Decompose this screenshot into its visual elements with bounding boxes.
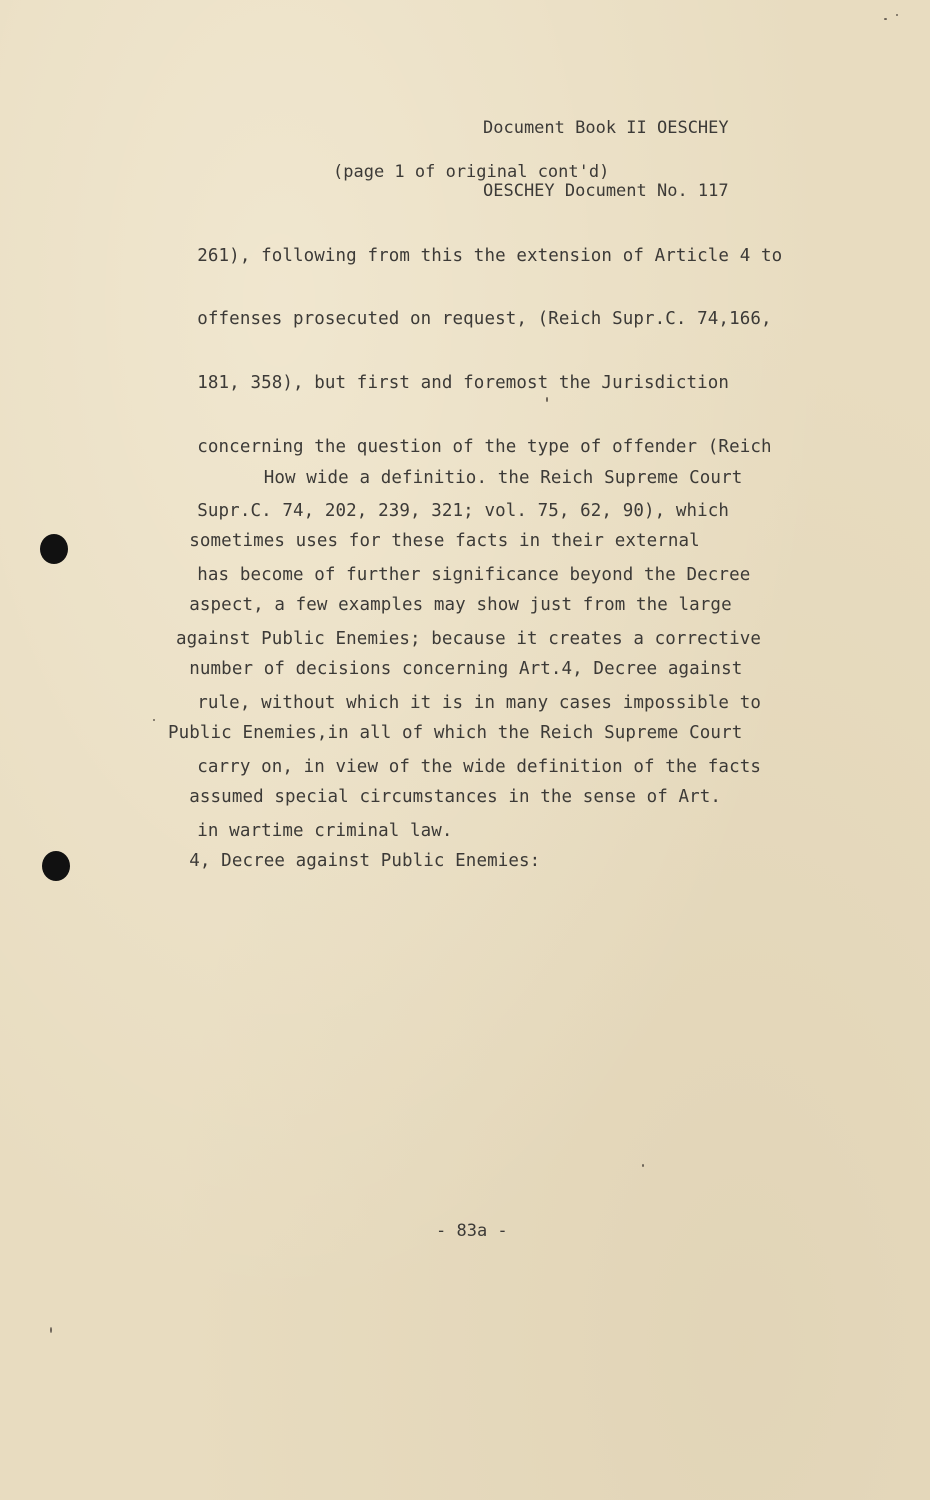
punch-hole-top — [40, 534, 68, 564]
paper-speck — [884, 18, 887, 20]
header-line-book: Document Book II OESCHEY — [483, 118, 729, 138]
paper-speck — [153, 719, 155, 721]
page-continuation-note: (page 1 of original cont'd) — [333, 162, 610, 182]
header-line-document-number: OESCHEY Document No. 117 — [483, 181, 729, 201]
paper-speck — [546, 397, 548, 402]
punch-hole-bottom — [42, 851, 70, 881]
text-line: assumed special circumstances in the sense of Art. — [168, 787, 722, 808]
text-line: carry on, in view of the wide definition of the facts — [176, 756, 761, 777]
text-line: aspect, a few examples may show just from the large — [168, 595, 732, 616]
paragraph-2 — [168, 425, 742, 915]
text-line: number of decisions concerning Art.4, Decree against — [168, 659, 743, 680]
paper-speck — [642, 1164, 644, 1167]
text-line: 4, Decree against Public Enemies: — [168, 850, 541, 871]
text-line: Supr.C. 74, 202, 239, 321; vol. 75, 62, 90), which — [176, 501, 730, 522]
text-line: 261), following from this the extension of Article 4 to — [176, 245, 783, 266]
text-line: against Public Enemies; because it creates a corrective — [176, 628, 761, 649]
text-line: offenses prosecuted on request, (Reich Supr.C. 74,166, — [176, 309, 772, 330]
text-line: How wide a definitio. the Reich Supreme Court — [168, 467, 743, 488]
text-line: concerning the question of the type of offender (Reich — [176, 437, 772, 458]
text-line: has become of further significance beyond the Decree — [176, 565, 751, 586]
paper-speck — [50, 1327, 52, 1333]
text-line: in wartime criminal law. — [176, 820, 453, 841]
text-line: rule, without which it is in many cases impossible to — [176, 692, 761, 713]
paper-speck — [896, 14, 898, 16]
text-line: 181, 358), but first and foremost the Jurisdiction — [176, 373, 730, 394]
text-line: sometimes uses for these facts in their external — [168, 531, 700, 552]
text-line: Public Enemies,in all of which the Reich Supreme Court — [168, 723, 743, 744]
page-number: - 83a - — [436, 1221, 508, 1241]
